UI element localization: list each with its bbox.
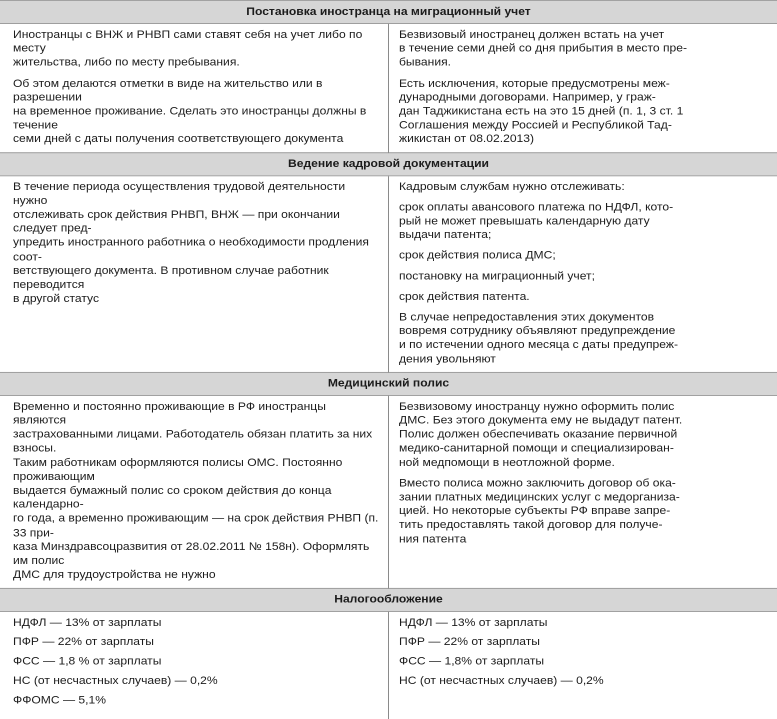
section-header-row bbox=[0, 588, 777, 611]
paragraph: Безвизовому иностранцу нужно оформить полис ДМС. Без этого документа ему не выдадут патент. Полис должен обеспечивать оказание первичной медико-санитарной помощи и специализирован- ной медпомощи в неотложной форме. bbox=[399, 399, 683, 469]
paragraph: Вместо полиса можно заключить договор об ока- зании платных медицинских услуг с медорганиза- цией. Но некоторые субъекты РФ вправе запре- тить предоставлять такой договор для получе- ния патента bbox=[399, 476, 680, 546]
paragraph: В случае непредоставления этих документов вовремя сотруднику объявляют предупреждение и по истечении одного месяца с даты предупреж- дения увольняют bbox=[399, 310, 678, 366]
section-body-row bbox=[0, 611, 777, 719]
section-body-row bbox=[0, 395, 777, 588]
visa-free-column bbox=[389, 611, 777, 719]
paragraph: Об этом делаются отметки в виде на жительство или в разрешении на временное проживание. Сделать это иностранцы должны в течение семи дней с даты получения соответствующего документа bbox=[13, 76, 367, 146]
section-header-row bbox=[0, 0, 777, 23]
tax-rate-line: ПФР — 22% от зарплаты bbox=[399, 634, 540, 648]
section-title: Ведение кадровой документации bbox=[0, 152, 777, 175]
paragraph: Временно и постоянно проживающие в РФ иностранцы являются застрахованными лицами. Работодатель обязан платить за них взносы. Таким работникам оформляются полисы ОМС. Постоянно проживающим выдается бумажный полис со сроком действия до конца календарно- го года, а временно проживающим — на срок действия РНВП (п. 33 при- каза Минздравсоцразвития от 28.02.2011 № 158н). Оформлять им полис ДМС для трудоустройства не нужно bbox=[13, 399, 379, 581]
visa-free-column bbox=[389, 395, 777, 588]
tax-rate-line: НС (от несчастных случаев) — 0,2% bbox=[399, 673, 604, 687]
list-item: срок оплаты авансового платежа по НДФЛ, кото- рый не может превышать календарную дату выдачи патента; bbox=[399, 200, 674, 242]
resident-column bbox=[0, 175, 389, 372]
tax-rate-line: НДФЛ — 13% от зарплаты bbox=[13, 615, 162, 629]
resident-column bbox=[0, 395, 389, 588]
tax-rate-line: НС (от несчастных случаев) — 0,2% bbox=[13, 673, 218, 687]
section-header-row bbox=[0, 372, 777, 395]
paragraph: Безвизовый иностранец должен встать на учет в течение семи дней со дня прибытия в место пре- бывания. bbox=[399, 27, 687, 69]
resident-column bbox=[0, 611, 389, 719]
tax-rate-line: ПФР — 22% от зарплаты bbox=[13, 634, 154, 648]
resident-column bbox=[0, 24, 389, 153]
tax-rate-line: НДФЛ — 13% от зарплаты bbox=[399, 615, 548, 629]
paragraph: Есть исключения, которые предусмотрены меж- дународными договорами. Например, у граж- дан Таджикистана есть на это 15 дней (п. 1, 3 ст. 1 Соглашения между Россией и Республикой Тад- жикистан от 08.02.2013) bbox=[399, 76, 684, 146]
paragraph: Кадровым службам нужно отслеживать: bbox=[399, 179, 625, 193]
visa-free-column bbox=[389, 175, 777, 372]
section-title: Постановка иностранца на миграционный учет bbox=[0, 0, 777, 23]
list-item: срок действия полиса ДМС; bbox=[399, 248, 556, 262]
tax-rate-line: ФСС — 1,8 % от зарплаты bbox=[13, 654, 162, 668]
section-body-row bbox=[0, 24, 777, 153]
section-title: Медицинский полис bbox=[0, 372, 777, 395]
tax-rate-line: ФСС — 1,8% от зарплаты bbox=[399, 654, 545, 668]
list-item: срок действия патента. bbox=[399, 289, 530, 303]
visa-free-column bbox=[389, 24, 777, 153]
paragraph: В течение периода осуществления трудовой деятельности нужно отслеживать срок действия РНВП, ВНЖ — при окончании следует пред- упредить иностранного работника о необходимости продления соот- ветствующего документа. В противном случае работник переводится в другой статус bbox=[13, 179, 369, 305]
section-title: Налогообложение bbox=[0, 588, 777, 611]
paragraph: Иностранцы с ВНЖ и РНВП сами ставят себя на учет либо по месту жительства, либо по месту пребывания. bbox=[13, 27, 363, 69]
list-item: постановку на миграционный учет; bbox=[399, 269, 595, 283]
tax-rate-line: ФФОМС — 5,1% bbox=[13, 693, 106, 707]
section-header-row bbox=[0, 152, 777, 175]
section-body-row bbox=[0, 175, 777, 372]
